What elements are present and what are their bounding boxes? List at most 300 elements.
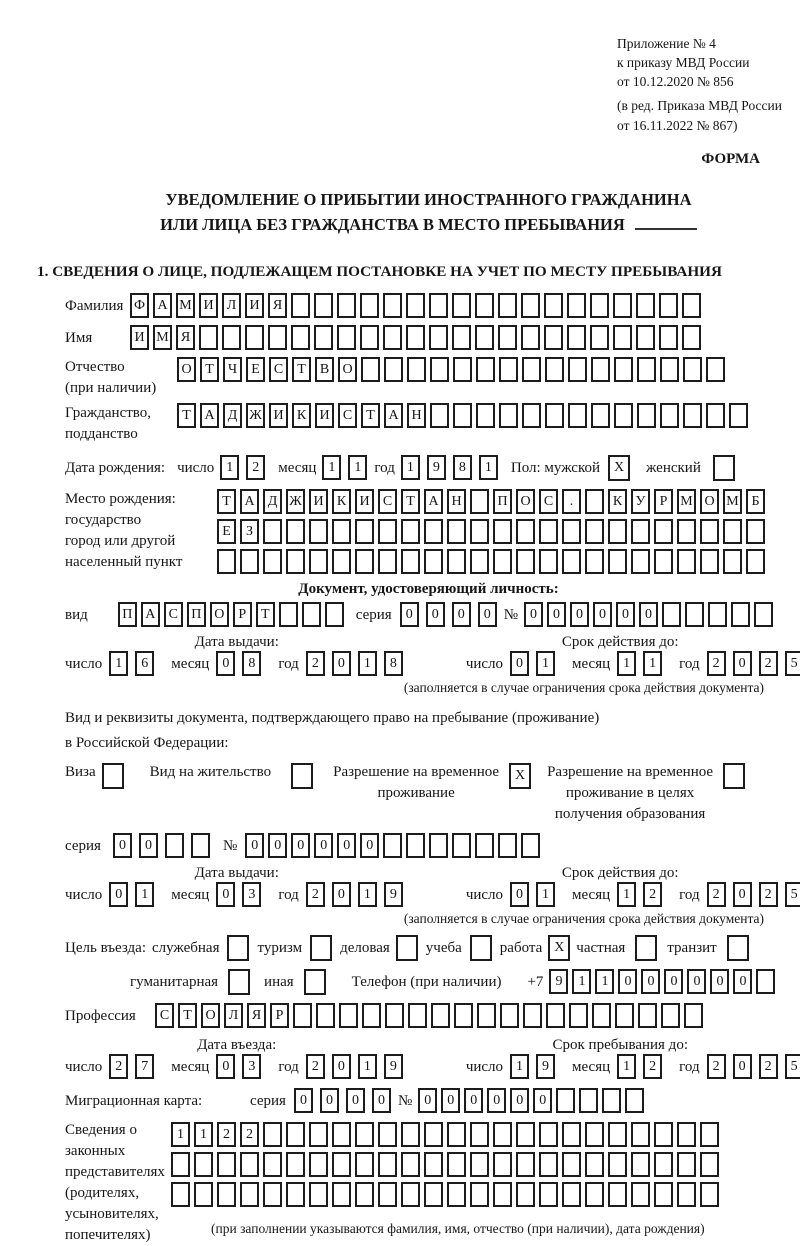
representatives-cell[interactable]: [493, 1122, 512, 1147]
patronymic-cell[interactable]: [706, 357, 725, 382]
patronymic-cell[interactable]: [568, 357, 587, 382]
birth-day-cell[interactable]: 2: [246, 455, 265, 480]
doc-seriya-cell[interactable]: 0: [478, 602, 497, 627]
birthplace-cell[interactable]: [378, 549, 397, 574]
birthplace-cell[interactable]: Н: [447, 489, 466, 514]
representatives-cell[interactable]: [631, 1182, 650, 1207]
firstname-cell[interactable]: [659, 325, 678, 350]
firstname-cell[interactable]: [222, 325, 241, 350]
profession-cell[interactable]: [454, 1003, 473, 1028]
representatives-cell[interactable]: [470, 1152, 489, 1177]
representatives-cell[interactable]: [470, 1182, 489, 1207]
representatives-cell[interactable]: [309, 1182, 328, 1207]
birthplace-cell[interactable]: К: [608, 489, 627, 514]
patronymic-cell[interactable]: С: [269, 357, 288, 382]
doc-seriya-cell[interactable]: 0: [400, 602, 419, 627]
birthplace-cell[interactable]: [309, 519, 328, 544]
profession-cell[interactable]: С: [155, 1003, 174, 1028]
representatives-cell[interactable]: [171, 1182, 190, 1207]
residence-valid-day-cell[interactable]: 0: [510, 882, 529, 907]
surname-cell[interactable]: Я: [268, 293, 287, 318]
residence-number-cell[interactable]: 0: [245, 833, 264, 858]
birthplace-cell[interactable]: Т: [401, 489, 420, 514]
residence-seriya-cell[interactable]: [191, 833, 210, 858]
representatives-cell[interactable]: [355, 1182, 374, 1207]
representatives-cell[interactable]: [585, 1122, 604, 1147]
birthplace-cell[interactable]: [746, 549, 765, 574]
patronymic-cell[interactable]: Е: [246, 357, 265, 382]
birthplace-cell[interactable]: И: [355, 489, 374, 514]
representatives-cell[interactable]: [585, 1182, 604, 1207]
phone-digit-cell[interactable]: 1: [572, 969, 591, 994]
residence-issue-day-cell[interactable]: 0: [109, 882, 128, 907]
profession-cell[interactable]: [385, 1003, 404, 1028]
stay-year-cell[interactable]: 2: [759, 1054, 778, 1079]
stay-day-cell[interactable]: 1: [510, 1054, 529, 1079]
birthplace-cell[interactable]: [286, 549, 305, 574]
migration-number-cell[interactable]: [556, 1088, 575, 1113]
representatives-cell[interactable]: [263, 1182, 282, 1207]
phone-digit-cell[interactable]: 0: [710, 969, 729, 994]
entry-day-cell[interactable]: 2: [109, 1054, 128, 1079]
birthplace-cell[interactable]: Д: [263, 489, 282, 514]
citizenship-cell[interactable]: [476, 403, 495, 428]
representatives-cell[interactable]: [424, 1182, 443, 1207]
birthplace-cell[interactable]: [401, 549, 420, 574]
profession-cell[interactable]: Т: [178, 1003, 197, 1028]
stay-month-cell[interactable]: 2: [643, 1054, 662, 1079]
birthplace-cell[interactable]: [286, 519, 305, 544]
surname-cell[interactable]: М: [176, 293, 195, 318]
surname-cell[interactable]: Л: [222, 293, 241, 318]
patronymic-cell[interactable]: [407, 357, 426, 382]
representatives-cell[interactable]: [516, 1152, 535, 1177]
patronymic-cell[interactable]: О: [338, 357, 357, 382]
phone-digit-cell[interactable]: 9: [549, 969, 568, 994]
purpose-tourism-checkbox[interactable]: [310, 935, 332, 961]
firstname-cell[interactable]: [245, 325, 264, 350]
representatives-cell[interactable]: [447, 1122, 466, 1147]
birthplace-cell[interactable]: [723, 519, 742, 544]
purpose-humanitarian-checkbox[interactable]: [228, 969, 250, 995]
profession-cell[interactable]: [638, 1003, 657, 1028]
purpose-work-checkbox[interactable]: X: [548, 935, 570, 961]
birth-day-cell[interactable]: 1: [220, 455, 239, 480]
entry-year-cell[interactable]: 2: [306, 1054, 325, 1079]
patronymic-cell[interactable]: [384, 357, 403, 382]
representatives-cell[interactable]: [493, 1182, 512, 1207]
birthplace-cell[interactable]: Р: [654, 489, 673, 514]
entry-year-cell[interactable]: 9: [384, 1054, 403, 1079]
surname-cell[interactable]: [337, 293, 356, 318]
doc-type-cell[interactable]: С: [164, 602, 183, 627]
profession-cell[interactable]: [477, 1003, 496, 1028]
patronymic-cell[interactable]: [591, 357, 610, 382]
birthplace-cell[interactable]: С: [378, 489, 397, 514]
residence-number-cell[interactable]: [406, 833, 425, 858]
birthplace-cell[interactable]: [424, 519, 443, 544]
citizenship-cell[interactable]: [706, 403, 725, 428]
representatives-cell[interactable]: [677, 1152, 696, 1177]
entry-year-cell[interactable]: 1: [358, 1054, 377, 1079]
surname-cell[interactable]: [659, 293, 678, 318]
migration-seriya-cell[interactable]: 0: [346, 1088, 365, 1113]
firstname-cell[interactable]: [383, 325, 402, 350]
birthplace-cell[interactable]: [585, 489, 604, 514]
profession-cell[interactable]: [408, 1003, 427, 1028]
phone-digit-cell[interactable]: 0: [664, 969, 683, 994]
residence-valid-year-cell[interactable]: 2: [707, 882, 726, 907]
purpose-official-checkbox[interactable]: [227, 935, 249, 961]
residence-number-cell[interactable]: [429, 833, 448, 858]
firstname-cell[interactable]: [199, 325, 218, 350]
phone-digit-cell[interactable]: 0: [733, 969, 752, 994]
birthplace-cell[interactable]: Е: [217, 519, 236, 544]
valid-year-cell[interactable]: 2: [759, 651, 778, 676]
patronymic-cell[interactable]: О: [177, 357, 196, 382]
birthplace-cell[interactable]: [401, 519, 420, 544]
birth-month-cell[interactable]: 1: [322, 455, 341, 480]
purpose-business-checkbox[interactable]: [396, 935, 418, 961]
residence-valid-year-cell[interactable]: 5: [785, 882, 800, 907]
doc-type-cell[interactable]: П: [118, 602, 137, 627]
representatives-cell[interactable]: [378, 1182, 397, 1207]
residence-valid-day-cell[interactable]: 1: [536, 882, 555, 907]
representatives-cell[interactable]: [240, 1152, 259, 1177]
birthplace-cell[interactable]: [493, 519, 512, 544]
representatives-cell[interactable]: [263, 1152, 282, 1177]
stay-year-cell[interactable]: 5: [785, 1054, 800, 1079]
entry-month-cell[interactable]: 0: [216, 1054, 235, 1079]
citizenship-cell[interactable]: [430, 403, 449, 428]
surname-cell[interactable]: А: [153, 293, 172, 318]
valid-month-cell[interactable]: 1: [617, 651, 636, 676]
representatives-cell[interactable]: [447, 1152, 466, 1177]
firstname-cell[interactable]: [406, 325, 425, 350]
residence-valid-month-cell[interactable]: 2: [643, 882, 662, 907]
birth-year-cell[interactable]: 8: [453, 455, 472, 480]
citizenship-cell[interactable]: [545, 403, 564, 428]
representatives-cell[interactable]: [493, 1152, 512, 1177]
doc-type-cell[interactable]: О: [210, 602, 229, 627]
birth-year-cell[interactable]: 9: [427, 455, 446, 480]
birthplace-cell[interactable]: [631, 519, 650, 544]
issue-day-cell[interactable]: 6: [135, 651, 154, 676]
surname-cell[interactable]: [544, 293, 563, 318]
visa-checkbox[interactable]: [102, 763, 124, 789]
representatives-cell[interactable]: [562, 1122, 581, 1147]
residence-number-cell[interactable]: [452, 833, 471, 858]
phone-digit-cell[interactable]: 1: [595, 969, 614, 994]
representatives-cell[interactable]: [700, 1182, 719, 1207]
birthplace-cell[interactable]: [723, 549, 742, 574]
doc-number-cell[interactable]: [662, 602, 681, 627]
entry-day-cell[interactable]: 7: [135, 1054, 154, 1079]
patronymic-cell[interactable]: [637, 357, 656, 382]
doc-type-cell[interactable]: [279, 602, 298, 627]
purpose-private-checkbox[interactable]: [635, 935, 657, 961]
phone-digit-cell[interactable]: 0: [687, 969, 706, 994]
valid-year-cell[interactable]: 2: [707, 651, 726, 676]
birth-year-cell[interactable]: 1: [401, 455, 420, 480]
birthplace-cell[interactable]: А: [424, 489, 443, 514]
representatives-cell[interactable]: [194, 1152, 213, 1177]
residence-seriya-cell[interactable]: 0: [113, 833, 132, 858]
surname-cell[interactable]: [590, 293, 609, 318]
patronymic-cell[interactable]: [361, 357, 380, 382]
phone-digit-cell[interactable]: [756, 969, 775, 994]
surname-cell[interactable]: [682, 293, 701, 318]
birthplace-cell[interactable]: [447, 519, 466, 544]
representatives-cell[interactable]: 2: [217, 1122, 236, 1147]
surname-cell[interactable]: [360, 293, 379, 318]
representatives-cell[interactable]: [401, 1152, 420, 1177]
birthplace-cell[interactable]: [631, 549, 650, 574]
representatives-cell[interactable]: [240, 1182, 259, 1207]
birthplace-cell[interactable]: [654, 549, 673, 574]
patronymic-cell[interactable]: В: [315, 357, 334, 382]
profession-cell[interactable]: [661, 1003, 680, 1028]
representatives-cell[interactable]: [677, 1122, 696, 1147]
doc-number-cell[interactable]: 0: [547, 602, 566, 627]
profession-cell[interactable]: [546, 1003, 565, 1028]
profession-cell[interactable]: [293, 1003, 312, 1028]
surname-cell[interactable]: И: [199, 293, 218, 318]
surname-cell[interactable]: [452, 293, 471, 318]
representatives-cell[interactable]: [562, 1152, 581, 1177]
temp-residence-checkbox[interactable]: X: [509, 763, 531, 789]
representatives-cell[interactable]: [332, 1182, 351, 1207]
profession-cell[interactable]: Л: [224, 1003, 243, 1028]
firstname-cell[interactable]: [475, 325, 494, 350]
valid-day-cell[interactable]: 0: [510, 651, 529, 676]
residence-issue-year-cell[interactable]: 9: [384, 882, 403, 907]
purpose-study-checkbox[interactable]: [470, 935, 492, 961]
birthplace-cell[interactable]: [700, 519, 719, 544]
firstname-cell[interactable]: [567, 325, 586, 350]
profession-cell[interactable]: Я: [247, 1003, 266, 1028]
valid-day-cell[interactable]: 1: [536, 651, 555, 676]
representatives-cell[interactable]: [654, 1182, 673, 1207]
representatives-cell[interactable]: [194, 1182, 213, 1207]
birthplace-cell[interactable]: [240, 549, 259, 574]
birthplace-cell[interactable]: Т: [217, 489, 236, 514]
patronymic-cell[interactable]: Ч: [223, 357, 242, 382]
birth-month-cell[interactable]: 1: [348, 455, 367, 480]
stay-year-cell[interactable]: 0: [733, 1054, 752, 1079]
birthplace-cell[interactable]: [470, 549, 489, 574]
residence-number-cell[interactable]: 0: [360, 833, 379, 858]
citizenship-cell[interactable]: [637, 403, 656, 428]
representatives-cell[interactable]: [677, 1182, 696, 1207]
doc-type-cell[interactable]: П: [187, 602, 206, 627]
purpose-transit-checkbox[interactable]: [727, 935, 749, 961]
phone-digit-cell[interactable]: 0: [618, 969, 637, 994]
firstname-cell[interactable]: [636, 325, 655, 350]
purpose-other-checkbox[interactable]: [304, 969, 326, 995]
birthplace-cell[interactable]: О: [700, 489, 719, 514]
migration-seriya-cell[interactable]: 0: [320, 1088, 339, 1113]
profession-cell[interactable]: [523, 1003, 542, 1028]
representatives-cell[interactable]: [516, 1122, 535, 1147]
doc-type-cell[interactable]: Т: [256, 602, 275, 627]
patronymic-cell[interactable]: [614, 357, 633, 382]
firstname-cell[interactable]: И: [130, 325, 149, 350]
citizenship-cell[interactable]: Т: [177, 403, 196, 428]
patronymic-cell[interactable]: Т: [292, 357, 311, 382]
citizenship-cell[interactable]: [522, 403, 541, 428]
surname-cell[interactable]: [406, 293, 425, 318]
residence-issue-day-cell[interactable]: 1: [135, 882, 154, 907]
representatives-cell[interactable]: [539, 1152, 558, 1177]
citizenship-cell[interactable]: А: [200, 403, 219, 428]
birthplace-cell[interactable]: [516, 519, 535, 544]
birthplace-cell[interactable]: [700, 549, 719, 574]
patronymic-cell[interactable]: [476, 357, 495, 382]
doc-type-cell[interactable]: Р: [233, 602, 252, 627]
birthplace-cell[interactable]: А: [240, 489, 259, 514]
issue-year-cell[interactable]: 1: [358, 651, 377, 676]
birthplace-cell[interactable]: [562, 549, 581, 574]
birthplace-cell[interactable]: М: [677, 489, 696, 514]
residence-issue-year-cell[interactable]: 1: [358, 882, 377, 907]
residence-seriya-cell[interactable]: 0: [139, 833, 158, 858]
representatives-cell[interactable]: [470, 1122, 489, 1147]
patronymic-cell[interactable]: [683, 357, 702, 382]
profession-cell[interactable]: [592, 1003, 611, 1028]
residence-number-cell[interactable]: [498, 833, 517, 858]
birthplace-cell[interactable]: [585, 549, 604, 574]
doc-number-cell[interactable]: 0: [593, 602, 612, 627]
representatives-cell[interactable]: [378, 1152, 397, 1177]
patronymic-cell[interactable]: [453, 357, 472, 382]
profession-cell[interactable]: [362, 1003, 381, 1028]
profession-cell[interactable]: Р: [270, 1003, 289, 1028]
citizenship-cell[interactable]: [453, 403, 472, 428]
migration-number-cell[interactable]: [602, 1088, 621, 1113]
birthplace-cell[interactable]: [309, 549, 328, 574]
issue-year-cell[interactable]: 2: [306, 651, 325, 676]
representatives-cell[interactable]: [378, 1122, 397, 1147]
birthplace-cell[interactable]: З: [240, 519, 259, 544]
citizenship-cell[interactable]: Н: [407, 403, 426, 428]
birthplace-cell[interactable]: [378, 519, 397, 544]
residence-number-cell[interactable]: 0: [337, 833, 356, 858]
birthplace-cell[interactable]: [470, 519, 489, 544]
issue-month-cell[interactable]: 0: [216, 651, 235, 676]
citizenship-cell[interactable]: [729, 403, 748, 428]
representatives-cell[interactable]: [355, 1122, 374, 1147]
citizenship-cell[interactable]: С: [338, 403, 357, 428]
issue-day-cell[interactable]: 1: [109, 651, 128, 676]
representatives-cell[interactable]: [355, 1152, 374, 1177]
doc-number-cell[interactable]: [685, 602, 704, 627]
representatives-cell[interactable]: [700, 1152, 719, 1177]
citizenship-cell[interactable]: Т: [361, 403, 380, 428]
doc-seriya-cell[interactable]: 0: [426, 602, 445, 627]
birthplace-cell[interactable]: [447, 549, 466, 574]
birthplace-cell[interactable]: [470, 489, 489, 514]
surname-cell[interactable]: [291, 293, 310, 318]
representatives-cell[interactable]: [401, 1122, 420, 1147]
birthplace-cell[interactable]: [608, 549, 627, 574]
residence-issue-year-cell[interactable]: 0: [332, 882, 351, 907]
migration-number-cell[interactable]: 0: [533, 1088, 552, 1113]
representatives-cell[interactable]: [654, 1122, 673, 1147]
valid-month-cell[interactable]: 1: [643, 651, 662, 676]
stay-month-cell[interactable]: 1: [617, 1054, 636, 1079]
migration-seriya-cell[interactable]: 0: [294, 1088, 313, 1113]
residence-valid-month-cell[interactable]: 1: [617, 882, 636, 907]
surname-cell[interactable]: [567, 293, 586, 318]
residence-valid-year-cell[interactable]: 2: [759, 882, 778, 907]
residence-number-cell[interactable]: 0: [291, 833, 310, 858]
surname-cell[interactable]: И: [245, 293, 264, 318]
residence-issue-month-cell[interactable]: 3: [242, 882, 261, 907]
migration-number-cell[interactable]: 0: [510, 1088, 529, 1113]
citizenship-cell[interactable]: [683, 403, 702, 428]
migration-number-cell[interactable]: 0: [418, 1088, 437, 1113]
citizenship-cell[interactable]: [568, 403, 587, 428]
birthplace-cell[interactable]: [516, 549, 535, 574]
birthplace-cell[interactable]: [493, 549, 512, 574]
representatives-cell[interactable]: [217, 1182, 236, 1207]
residence-valid-year-cell[interactable]: 0: [733, 882, 752, 907]
surname-cell[interactable]: [636, 293, 655, 318]
residence-number-cell[interactable]: 0: [268, 833, 287, 858]
citizenship-cell[interactable]: И: [315, 403, 334, 428]
birthplace-cell[interactable]: И: [309, 489, 328, 514]
birthplace-cell[interactable]: [677, 549, 696, 574]
representatives-cell[interactable]: [631, 1152, 650, 1177]
citizenship-cell[interactable]: Д: [223, 403, 242, 428]
patronymic-cell[interactable]: Т: [200, 357, 219, 382]
surname-cell[interactable]: [521, 293, 540, 318]
representatives-cell[interactable]: [516, 1182, 535, 1207]
stay-day-cell[interactable]: 9: [536, 1054, 555, 1079]
representatives-cell[interactable]: [562, 1182, 581, 1207]
firstname-cell[interactable]: М: [153, 325, 172, 350]
representatives-cell[interactable]: [309, 1152, 328, 1177]
residence-number-cell[interactable]: [383, 833, 402, 858]
firstname-cell[interactable]: [291, 325, 310, 350]
birthplace-cell[interactable]: [217, 549, 236, 574]
doc-number-cell[interactable]: [708, 602, 727, 627]
residence-issue-month-cell[interactable]: 0: [216, 882, 235, 907]
patronymic-cell[interactable]: [522, 357, 541, 382]
representatives-cell[interactable]: [585, 1152, 604, 1177]
representatives-cell[interactable]: [286, 1152, 305, 1177]
doc-number-cell[interactable]: [731, 602, 750, 627]
representatives-cell[interactable]: [631, 1122, 650, 1147]
profession-cell[interactable]: [500, 1003, 519, 1028]
migration-number-cell[interactable]: [625, 1088, 644, 1113]
representatives-cell[interactable]: [286, 1122, 305, 1147]
valid-year-cell[interactable]: 5: [785, 651, 800, 676]
residence-number-cell[interactable]: [475, 833, 494, 858]
surname-cell[interactable]: [429, 293, 448, 318]
citizenship-cell[interactable]: Ж: [246, 403, 265, 428]
birthplace-cell[interactable]: [539, 549, 558, 574]
representatives-cell[interactable]: 1: [171, 1122, 190, 1147]
representatives-cell[interactable]: [654, 1152, 673, 1177]
firstname-cell[interactable]: [360, 325, 379, 350]
citizenship-cell[interactable]: К: [292, 403, 311, 428]
firstname-cell[interactable]: [613, 325, 632, 350]
representatives-cell[interactable]: [700, 1122, 719, 1147]
birthplace-cell[interactable]: [539, 519, 558, 544]
citizenship-cell[interactable]: [591, 403, 610, 428]
